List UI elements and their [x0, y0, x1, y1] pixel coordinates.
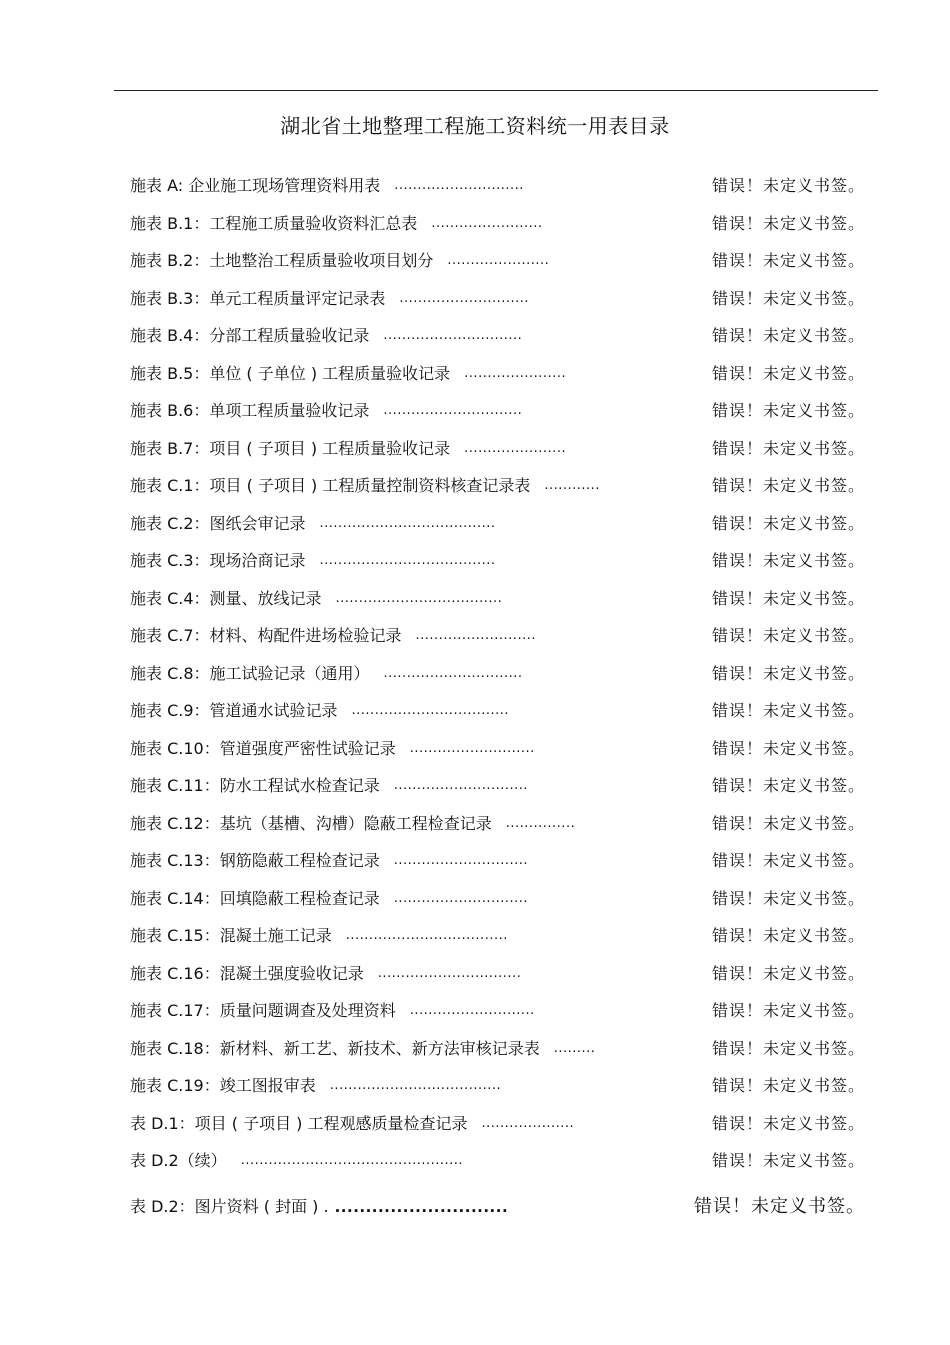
toc-entry-c7[interactable]	[130, 622, 865, 660]
toc-page-ref: 错误！未定义书签。	[711, 176, 865, 195]
toc-leader-dots: ......................	[464, 365, 567, 381]
toc-entry-c16[interactable]	[130, 960, 865, 998]
toc-entry-b5[interactable]	[130, 360, 865, 398]
toc-leader-dots: ........................	[431, 215, 543, 231]
toc-entry-label: 施表 C.3：现场洽商记录	[130, 551, 306, 570]
toc-page-ref: 错误！未定义书签。	[711, 1076, 865, 1095]
toc-page-ref: 错误！未定义书签。	[711, 1151, 865, 1170]
toc-entry-label: 表 D.2（续）	[130, 1151, 227, 1170]
toc-entry-label: 施表 B.5：单位 ( 子单位 ) 工程质量验收记录	[130, 363, 451, 383]
toc-entry-d1[interactable]	[130, 1110, 865, 1148]
toc-entry-c19[interactable]	[130, 1072, 865, 1110]
toc-entry-c17[interactable]	[130, 997, 865, 1035]
toc-page-ref: 错误！未定义书签。	[711, 963, 865, 983]
toc-leader-dots: ....................	[481, 1115, 575, 1131]
toc-leader-dots: ...............................	[377, 965, 522, 981]
toc-entry-label: 表 D.2：图片资料 ( 封面 ) .	[130, 1196, 329, 1216]
toc-entry-c10[interactable]	[130, 735, 865, 773]
toc-page-ref: 错误！未定义书签。	[694, 1195, 865, 1217]
toc-entry-label: 施表 C.4：测量、放线记录	[130, 588, 322, 608]
toc-page-ref: 错误！未定义书签。	[711, 663, 865, 683]
toc-entry-label: 施表 C.2：图纸会审记录	[130, 513, 306, 533]
toc-leader-dots: .............................	[393, 853, 529, 868]
toc-entry-label: 施表 C.16：混凝土强度验收记录	[130, 963, 364, 983]
toc-leader-dots: ............................	[394, 178, 524, 193]
toc-page-ref: 错误！未定义书签。	[711, 438, 865, 458]
toc-entry-label: 施表 C.7：材料、构配件进场检验记录	[130, 626, 402, 645]
toc-entry-label: 施表 B.2：土地整治工程质量验收项目划分	[130, 251, 434, 270]
toc-entry-label: 施表 C.9：管道通水试验记录	[130, 701, 338, 720]
toc-entry-label: 施表 C.11：防水工程试水检查记录	[130, 776, 380, 795]
toc-entry-label: 施表 B.6：单项工程质量验收记录	[130, 401, 370, 420]
toc-entry-label: 施表 C.8：施工试验记录（通用）	[130, 663, 370, 683]
toc-leader-dots: .............................	[393, 778, 529, 793]
toc-page-ref: 错误！未定义书签。	[711, 776, 865, 795]
toc-leader-dots: ......................................	[319, 515, 496, 531]
toc-entry-c14[interactable]	[130, 885, 865, 923]
toc-leader-dots: ...............	[505, 815, 576, 831]
toc-page-ref: 错误！未定义书签。	[711, 888, 865, 908]
toc-leader-dots: .............................	[393, 890, 529, 906]
toc-entry-label: 施表 C.13：钢筋隐蔽工程检查记录	[130, 851, 380, 870]
toc-leader-dots: ...................................	[345, 928, 508, 943]
toc-page-ref: 错误！未定义书签。	[711, 851, 865, 870]
toc-entry-b4[interactable]	[130, 322, 865, 360]
toc-page-ref: 错误！未定义书签。	[711, 401, 865, 420]
toc-entry-label: 施表 C.1：项目 ( 子项目 ) 工程质量控制资料核查记录表	[130, 476, 531, 495]
toc-leader-dots: ............................	[334, 1197, 509, 1216]
toc-page-ref: 错误！未定义书签。	[711, 738, 865, 758]
toc-page-ref: 错误！未定义书签。	[711, 213, 865, 233]
toc-entry-label: 施表 B.3：单元工程质量评定记录表	[130, 288, 386, 308]
toc-leader-dots: ..............................	[383, 328, 523, 343]
toc-entry-c2[interactable]	[130, 510, 865, 548]
toc-entry-a[interactable]	[130, 172, 865, 210]
toc-leader-dots: ............	[544, 478, 600, 493]
toc-page-ref: 错误！未定义书签。	[711, 701, 865, 720]
toc-leader-dots: ..................................	[351, 703, 510, 718]
toc-page-ref: 错误！未定义书签。	[711, 588, 865, 608]
toc-leader-dots: ......................	[447, 253, 550, 268]
toc-entry-label: 施表 C.17：质量问题调查及处理资料	[130, 1001, 396, 1020]
toc-entry-c15[interactable]	[130, 922, 865, 960]
toc-leader-dots: ......................	[464, 440, 567, 456]
toc-page-ref: 错误！未定义书签。	[711, 551, 865, 570]
toc-leader-dots: ............................	[399, 290, 530, 306]
toc-leader-dots: ................................................	[240, 1153, 464, 1168]
toc-entry-label: 施表 C.10：管道强度严密性试验记录	[130, 738, 396, 758]
toc-entry-c3[interactable]	[130, 547, 865, 585]
toc-entry-b3[interactable]	[130, 285, 865, 323]
toc-entry-c4[interactable]	[130, 585, 865, 623]
toc-page-ref: 错误！未定义书签。	[711, 626, 865, 645]
toc-entry-b6[interactable]	[130, 397, 865, 435]
header-rule	[114, 90, 878, 91]
toc-page-ref: 错误！未定义书签。	[711, 1038, 865, 1058]
toc-leader-dots: ...........................	[409, 1003, 535, 1018]
toc-entry-label: 施表 C.15：混凝土施工记录	[130, 926, 332, 945]
toc-page-ref: 错误！未定义书签。	[711, 326, 865, 345]
toc-leader-dots: ..........................	[415, 628, 536, 643]
toc-entry-label: 施表 C.18：新材料、新工艺、新技术、新方法审核记录表	[130, 1038, 540, 1058]
toc-page-ref: 错误！未定义书签。	[711, 251, 865, 270]
toc-leader-dots: .....................................	[329, 1078, 502, 1093]
toc-entry-label: 施表 B.7：项目 ( 子项目 ) 工程质量验收记录	[130, 438, 451, 458]
toc-leader-dots: .........	[553, 1040, 596, 1056]
toc-leader-dots: ..............................	[383, 665, 523, 681]
toc-entry-label: 施表 B.4：分部工程质量验收记录	[130, 326, 370, 345]
toc-page-ref: 错误！未定义书签。	[711, 926, 865, 945]
toc-entry-c9[interactable]	[130, 697, 865, 735]
toc-leader-dots: ...........................	[409, 740, 535, 756]
toc-entry-c1[interactable]	[130, 472, 865, 510]
toc-entry-d2-cont[interactable]	[130, 1147, 865, 1185]
toc-page-ref: 错误！未定义书签。	[711, 1001, 865, 1020]
toc-entry-label: 表 D.1：项目 ( 子项目 ) 工程观感质量检查记录	[130, 1113, 468, 1133]
toc-entry-b7[interactable]	[130, 435, 865, 473]
toc-leader-dots: ..............................	[383, 403, 523, 418]
toc-page-ref: 错误！未定义书签。	[711, 813, 865, 833]
toc-entry-label: 施表 C.14：回填隐蔽工程检查记录	[130, 888, 380, 908]
toc-entry-c18[interactable]	[130, 1035, 865, 1073]
toc-leader-dots: ......................................	[319, 553, 496, 568]
toc-entry-c11[interactable]	[130, 772, 865, 810]
toc-entry-b1[interactable]	[130, 210, 865, 248]
toc-entry-label: 施表 A: 企业施工现场管理资料用表	[130, 176, 381, 195]
toc-entry-c12[interactable]	[130, 810, 865, 848]
document-title: 湖北省土地整理工程施工资料统一用表目录	[280, 114, 670, 138]
toc-entry-c8[interactable]	[130, 660, 865, 698]
toc-entry-b2[interactable]	[130, 247, 865, 285]
toc-entry-label: 施表 C.12：基坑（基槽、沟槽）隐蔽工程检查记录	[130, 813, 492, 833]
toc-entry-label: 施表 B.1：工程施工质量验收资料汇总表	[130, 213, 418, 233]
table-of-contents	[130, 172, 865, 1230]
toc-leader-dots: ....................................	[335, 590, 503, 606]
toc-page-ref: 错误！未定义书签。	[711, 288, 865, 308]
toc-page-ref: 错误！未定义书签。	[711, 1113, 865, 1133]
toc-page-ref: 错误！未定义书签。	[711, 363, 865, 383]
toc-page-ref: 错误！未定义书签。	[711, 513, 865, 533]
toc-entry-d2[interactable]	[130, 1193, 865, 1231]
toc-entry-c13[interactable]	[130, 847, 865, 885]
toc-entry-label: 施表 C.19：竣工图报审表	[130, 1076, 316, 1095]
toc-page-ref: 错误！未定义书签。	[711, 476, 865, 495]
